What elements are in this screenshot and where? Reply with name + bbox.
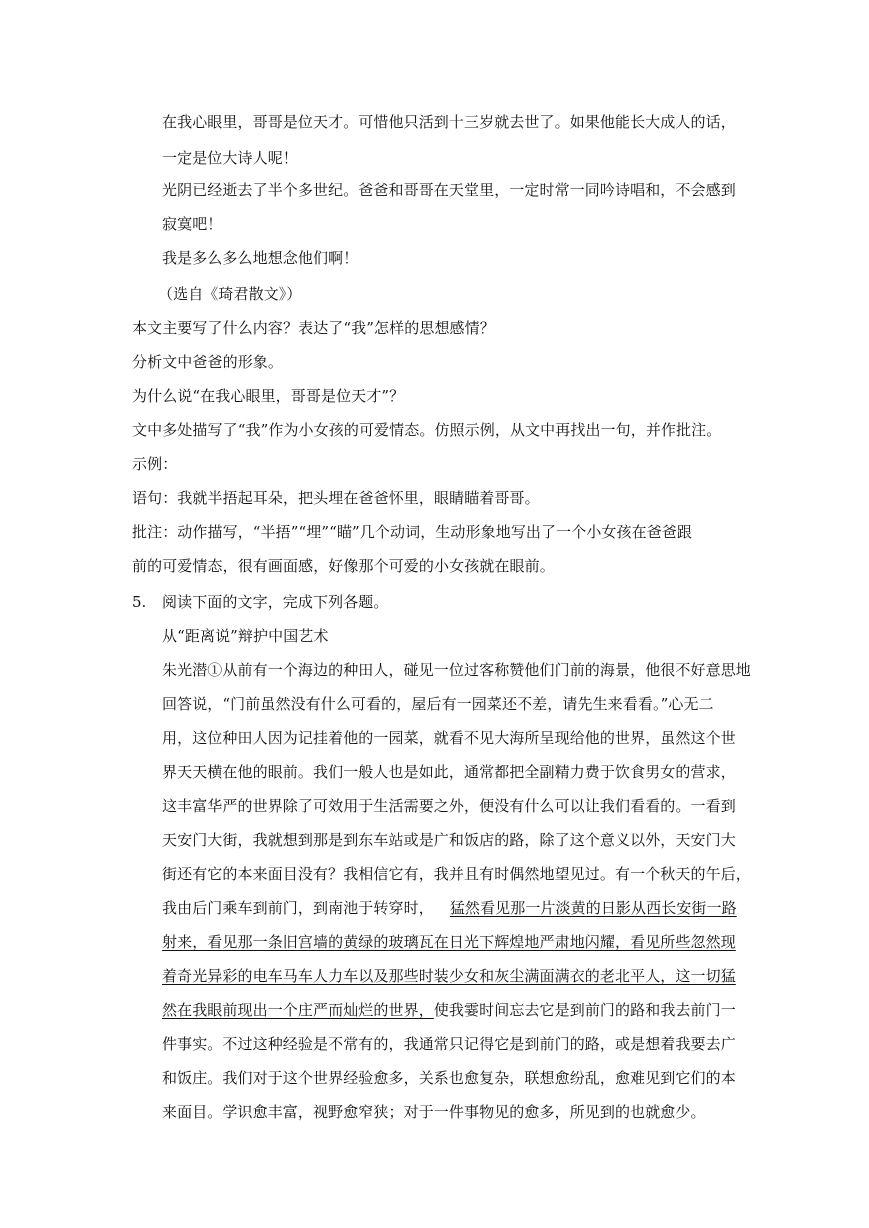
article-line: 来面目。学识愈丰富，视野愈窄狭；对于一件事物见的愈多，所见到的也就愈少。 <box>162 1103 706 1121</box>
article-line: 朱光潜①从前有一个海边的种田人，碰见一位过客称赞他们门前的海景，他很不好意思地 <box>162 661 751 679</box>
passage-source: （选自《琦君散文》） <box>158 285 302 303</box>
question-2: 分析文中爸爸的形象。 <box>132 353 284 371</box>
article-line: 回答说，“门前虽然没有什么可看的，屋后有一园菜还不差，请先生来看看。”心无二 <box>162 695 714 713</box>
article-line: 这丰富华严的世界除了可效用于生活需要之外，便没有什么可以让我们看看的。一看到 <box>162 797 736 815</box>
article-text: 使我霎时间忘去它是到前门的路和我去前门一 <box>433 1001 736 1019</box>
passage-paragraph-line: 我是多么多么地想念他们啊！ <box>162 249 359 267</box>
underlined-sentence: 然在我眼前现出一个庄严而灿烂的世界， <box>162 1001 434 1019</box>
article-line: 件事实。不过这种经验是不常有的，我通常只记得它是到前门的路，或是想着我要去广 <box>162 1035 736 1053</box>
example-annotation-line: 批注：动作描写，“半捂”“埋”“瞄”几个动词，生动形象地写出了一个小女孩在爸爸跟 <box>132 523 693 541</box>
underlined-sentence: 射来，看见那一条旧宫墙的黄绿的玻璃瓦在日光下辉煌地严肃地闪耀，看见所些忽然现 <box>162 933 736 951</box>
question-3: 为什么说“在我心眼里，哥哥是位天才”？ <box>132 387 405 405</box>
article-line: 街还有它的本来面目没有？我相信它有，我并且有时偶然地望见过。有一个秋天的午后， <box>162 865 751 883</box>
question-5-number: 5. <box>132 593 147 611</box>
example-sentence: 语句：我就半捂起耳朵，把头埋在爸爸怀里，眼睛瞄着哥哥。 <box>132 489 540 507</box>
article-text: 我由后门乘车到前门，到南池于转穿时， <box>162 899 434 917</box>
article-line: 界天天横在他的眼前。我们一般人也是如此，通常都把全副精力费于饮食男女的营求， <box>162 763 736 781</box>
question-4: 文中多处描写了“我”作为小女孩的可爱情态。仿照示例，从文中再找出一句，并作批注。 <box>132 421 722 439</box>
passage-paragraph-line: 光阴已经逝去了半个多世纪。爸爸和哥哥在天堂里，一定时常一同吟诗唱和，不会感到 <box>162 181 736 199</box>
example-annotation-line: 前的可爱情态，很有画面感，好像那个可爱的小女孩就在眼前。 <box>132 557 555 575</box>
passage-paragraph-line: 在我心眼里，哥哥是位天才。可惜他只活到十三岁就去世了。如果他能长大成人的话， <box>162 113 736 131</box>
article-title: 从“距离说”辩护中国艺术 <box>162 627 329 645</box>
example-label: 示例： <box>132 455 178 473</box>
article-line: 用，这位种田人因为记挂着他的一园菜，就看不见大海所呈现给他的世界，虽然这个世 <box>162 729 736 747</box>
article-line <box>162 1000 736 1020</box>
article-line <box>162 898 737 918</box>
article-line: 天安门大街，我就想到那是到东车站或是广和饭店的路，除了这个意义以外，天安门大 <box>162 831 736 849</box>
underlined-sentence: 猛然看见那一片淡黄的日影从西长安街一路 <box>449 899 737 917</box>
passage-paragraph-line: 寂寞吧！ <box>162 215 223 233</box>
article-line: 和饭庄。我们对于这个世界经验愈多，关系也愈复杂，联想愈纷乱，愈难见到它们的本 <box>162 1069 736 1087</box>
passage-paragraph-line: 一定是位大诗人呢！ <box>162 149 298 167</box>
question-5-instruction: 阅读下面的文字，完成下列各题。 <box>162 593 389 611</box>
question-1: 本文主要写了什么内容？表达了“我”怎样的思想感情？ <box>132 319 495 337</box>
underlined-sentence: 着奇光异彩的电车马车人力车以及那些时装少女和灰尘满面满衣的老北平人，这一切猛 <box>162 967 736 985</box>
